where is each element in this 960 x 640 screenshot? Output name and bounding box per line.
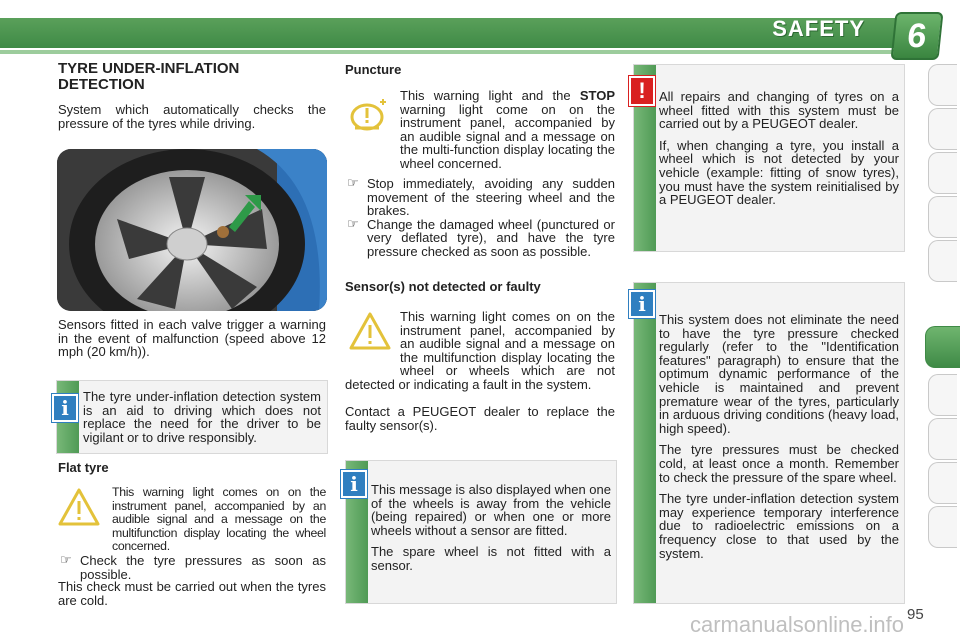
- chapter-tab[interactable]: [928, 108, 957, 150]
- info-paragraph: The tyre under-inflation detection system may experience temporary interference due to radioelectric emissions on a frequency close to that used by the system.: [659, 491, 899, 561]
- list-item: ☞ Change the damaged wheel (punctured or very deflated tyre), and have the tyre pressure checked as soon as possible.: [345, 218, 615, 259]
- info-paragraph: This message is also displayed when one of the wheels is away from the vehicle (being repaired) or when one or more wheels without a sensor are fitted.: [371, 482, 611, 538]
- info-box-text: [371, 483, 611, 581]
- sensor-contact-text: Contact a PEUGEOT dealer to replace the faulty sensor(s).: [345, 404, 615, 433]
- chapter-tab[interactable]: [928, 64, 957, 106]
- info-icon: i: [52, 394, 78, 422]
- sensor-fault-text: [345, 310, 615, 392]
- header-stripe: [0, 50, 900, 54]
- puncture-heading: Puncture: [345, 62, 402, 77]
- section-title: SAFETY: [772, 16, 865, 41]
- chapter-tab-active[interactable]: [925, 326, 960, 368]
- flat-tyre-bullets: [58, 554, 326, 581]
- puncture-bullets: [345, 177, 615, 259]
- warning-exclamation-icon: !: [629, 76, 655, 106]
- warning-box-right: [633, 64, 905, 252]
- chapter-tab[interactable]: [928, 374, 957, 416]
- info-paragraph: This system does not eliminate the need to have the tyre pressure checked regularly (refer to the "Identification features" paragraph) to ensure that the optimum dynamic performance of the vehicle is maintained and prevent premature wear of the tyres, particularly in arduous driving conditions (heavy load, high speed).: [659, 312, 899, 436]
- chapter-tab[interactable]: [928, 240, 957, 282]
- flat-tyre-note: This check must be carried out when the tyres are cold.: [58, 579, 326, 608]
- chapter-number: 6: [890, 12, 943, 60]
- list-item: ☞ Stop immediately, avoiding any sudden movement of the steering wheel and the brakes.: [345, 177, 615, 218]
- flat-tyre-heading: Flat tyre: [58, 460, 109, 475]
- puncture-intro: [400, 89, 615, 171]
- info-box-left: [56, 380, 328, 454]
- chapter-tab[interactable]: [928, 506, 957, 548]
- chapter-tab[interactable]: [928, 152, 957, 194]
- chapter-tab[interactable]: [928, 418, 957, 460]
- chapter-tab[interactable]: [928, 462, 957, 504]
- main-heading: TYRE UNDER-INFLATION DETECTION: [58, 60, 240, 93]
- intro-text: System which automatically checks the pressure of the tyres while driving.: [58, 102, 326, 131]
- page-number: 95: [907, 606, 924, 623]
- watermark: carmanualsonline.info: [690, 612, 905, 637]
- sensor-fault-body: This warning light comes on on the instrument panel, accompanied by an audible signal and a message on the multifunction display locating the wheel or wheels which are not detected or indicating a fault in the system.: [345, 309, 615, 392]
- warning-paragraph: All repairs and changing of tyres on a wheel fitted with this system must be carried out by a PEUGEOT dealer.: [659, 89, 899, 132]
- info-box-middle: [345, 460, 617, 604]
- info-paragraph: The tyre pressures must be checked cold, at least once a month. Remember to check the pressure of the spare wheel.: [659, 442, 899, 485]
- warning-paragraph: If, when changing a tyre, you install a wheel which is not detected by your vehicle (example: fitting of snow tyres), you must have the system reinitialised by a PEUGEOT dealer.: [659, 137, 899, 208]
- info-icon: i: [341, 470, 367, 498]
- tyre-valve-photo: [57, 149, 327, 311]
- puncture-text: This warning light and the: [400, 88, 571, 103]
- info-icon: i: [629, 290, 655, 318]
- warning-box-text: [659, 90, 899, 215]
- flat-tyre-light-text: This warning light comes on on the instrument panel, accompanied by an audible signal and a message on the multifunction display locating the wheel concerned.: [112, 485, 326, 554]
- header-bar: [0, 18, 900, 48]
- tyre-warning-icon: [347, 98, 391, 132]
- list-item: ☞ Check the tyre pressures as soon as possible.: [58, 554, 326, 581]
- stop-label: STOP: [579, 88, 615, 103]
- sensors-text: Sensors fitted in each valve trigger a warning in the event of malfunction (speed above 12 mph (20 km/h)).: [58, 317, 326, 360]
- chapter-tab[interactable]: [928, 196, 957, 238]
- sensor-fault-heading: Sensor(s) not detected or faulty: [345, 279, 541, 294]
- info-paragraph: The spare wheel is not fitted with a sensor.: [371, 544, 611, 573]
- info-box-text: [659, 313, 899, 568]
- chapter-tabs: [928, 64, 960, 574]
- puncture-text-cont: warning light come on on the instrument panel, accompanied by an audible signal and a message on the multi-function display locating the wheel concerned.: [400, 101, 615, 171]
- info-box-text: The tyre under-inflation detection system is an aid to driving which does not replace the need for the driver to be vigilant or to drive responsibly.: [83, 389, 321, 445]
- caution-triangle-icon: [58, 488, 100, 526]
- info-box-right: [633, 282, 905, 604]
- page-header: [0, 0, 960, 58]
- info-strip: [634, 283, 656, 603]
